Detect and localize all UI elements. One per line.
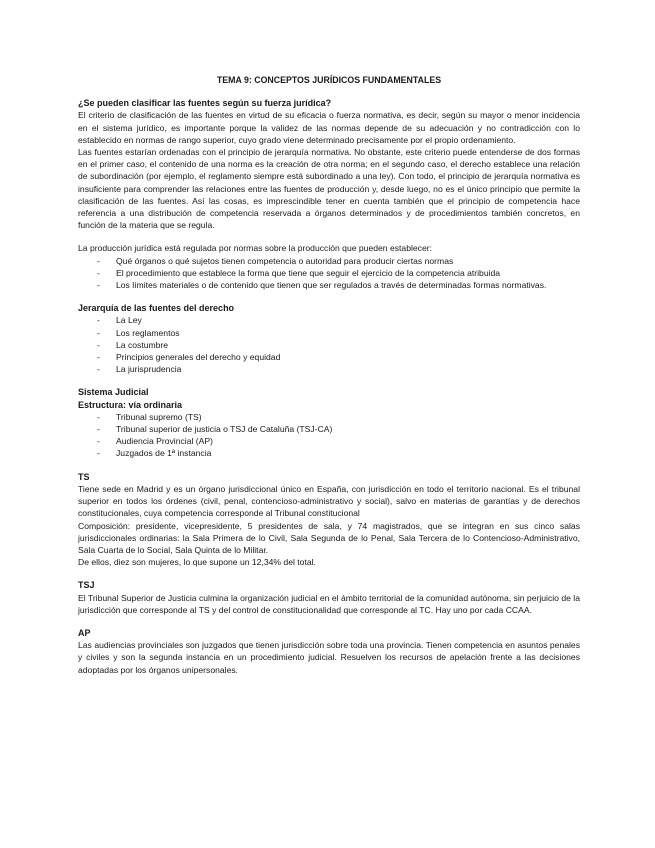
list-item: - Tribunal superior de justicia o TSJ de Cataluña (TSJ-CA) <box>78 423 580 435</box>
paragraph: Las audiencias provinciales son juzgados que tienen jurisdicción sobre toda una provincia. Tienen competencia en asuntos penales y civiles y son la segunda instancia en un procedimiento judicial. Resuelven los recursos de apelación frente a las decisiones adoptadas por los órganos unipersonales. <box>78 640 580 675</box>
list-item: - Tribunal supremo (TS) <box>78 411 580 423</box>
paragraph: De ellos, diez son mujeres, lo que supone un 12,34% del total. <box>78 557 316 568</box>
list-item: - Audiencia Provincial (AP) <box>78 435 580 447</box>
list-item: - Principios generales del derecho y equidad <box>78 351 580 363</box>
list-item: - La jurisprudencia <box>78 363 580 375</box>
paragraph: El Tribunal Superior de Justicia culmina la organización judicial en el ámbito territorial de la comunidad autónoma, sin perjuicio de la jurisdicción que corresponde al TS y del control de constitucionalidad que corresponde al TC. Hay uno por cada CCAA. <box>78 592 580 615</box>
list-item: - La Ley <box>78 314 580 326</box>
paragraph: Las fuentes estarían ordenadas con el principio de jerarquía normativa. No obstante, este criterio puede entenderse de dos formas en el primer caso, el contenido de una norma es la creación de otra norma; en el segundo caso, el derecho establece una relación de subordinación (por ejemplo, el reglamento siempre está subordinado a una ley). Con todo, el principio de jerarquía normativa es insuficiente para comprender las relaciones entre las fuentes de producción y, desde luego, no es el único principio que permite la clasificación de las fuentes. Así las cosas, es imprescindible tener en cuenta también que el principio de competencia hace referencia a una distribución de competencia reservada a órganos determinados y de procedimientos también concretos, en función de la materia que se regula. <box>78 147 580 231</box>
paragraph: Tiene sede en Madrid y es un órgano jurisdiccional único en España, con jurisdicción en todo el territorio nacional. Es el tribunal superior en todos los órdenes (civil, penal, contencioso-administrativo y social), salvo en materias de garantías y de derechos constitucionales, cuya competencia corresponde al Tribunal constitucional <box>78 483 580 519</box>
document-body <box>78 74 580 676</box>
paragraph: La producción jurídica está regulada por normas sobre la producción que pueden establecer: <box>78 243 433 254</box>
list-item: - Qué órganos o qué sujetos tienen competencia o autoridad para producir ciertas normas <box>78 255 580 267</box>
section-heading-tsj: TSJ <box>78 580 95 591</box>
list-item: - La costumbre <box>78 339 580 351</box>
section-heading-ap: AP <box>78 627 91 638</box>
list-item: - Juzgados de 1ª instancia <box>78 447 580 459</box>
produccion-list <box>78 255 580 292</box>
section-heading-jerarquia: Jerarquía de las fuentes del derecho <box>78 303 235 314</box>
jerarquia-list <box>78 314 580 375</box>
paragraph: El criterio de clasificación de las fuentes en virtud de su eficacia o fuerza normativa, es decir, según su mayor o menor incidencia en el sistema jurídico, es importante porque la validez de las normas depende de su adecuación y no contradicción con lo establecido en normas de rango superior, cuyo grado viene determinado precisamente por el propio ordenamiento. <box>78 110 580 145</box>
list-item: - Los límites materiales o de contenido que tienen que ser regulados a través de determinadas formas normativas. <box>78 279 580 291</box>
sistema-list <box>78 411 580 460</box>
section-subheading-estructura: Estructura: vía ordinaria <box>78 399 183 410</box>
list-item: - El procedimiento que establece la forma que tiene que seguir el ejercicio de la competencia atribuida <box>78 267 580 279</box>
list-item: - Los reglamentos <box>78 327 580 339</box>
section-heading-ts: TS <box>78 471 90 482</box>
section-heading-sistema: Sistema Judicial <box>78 387 149 398</box>
paragraph: Composición: presidente, vicepresidente, 5 presidentes de sala, y 74 magistrados, que se integran en sus cinco salas jurisdiccionales ordinarias: la Sala Primera de lo Civil, Sala Segunda de lo Penal, Sala Tercera de lo Contencioso-Administrativo, Sala Cuarta de lo Social, Sala Quinta de lo Militar. <box>78 520 580 555</box>
document-title: TEMA 9: CONCEPTOS JURÍDICOS FUNDAMENTALES <box>216 75 442 85</box>
section-heading-fuentes: ¿Se pueden clasificar las fuentes según su fuerza jurídica? <box>78 98 332 109</box>
